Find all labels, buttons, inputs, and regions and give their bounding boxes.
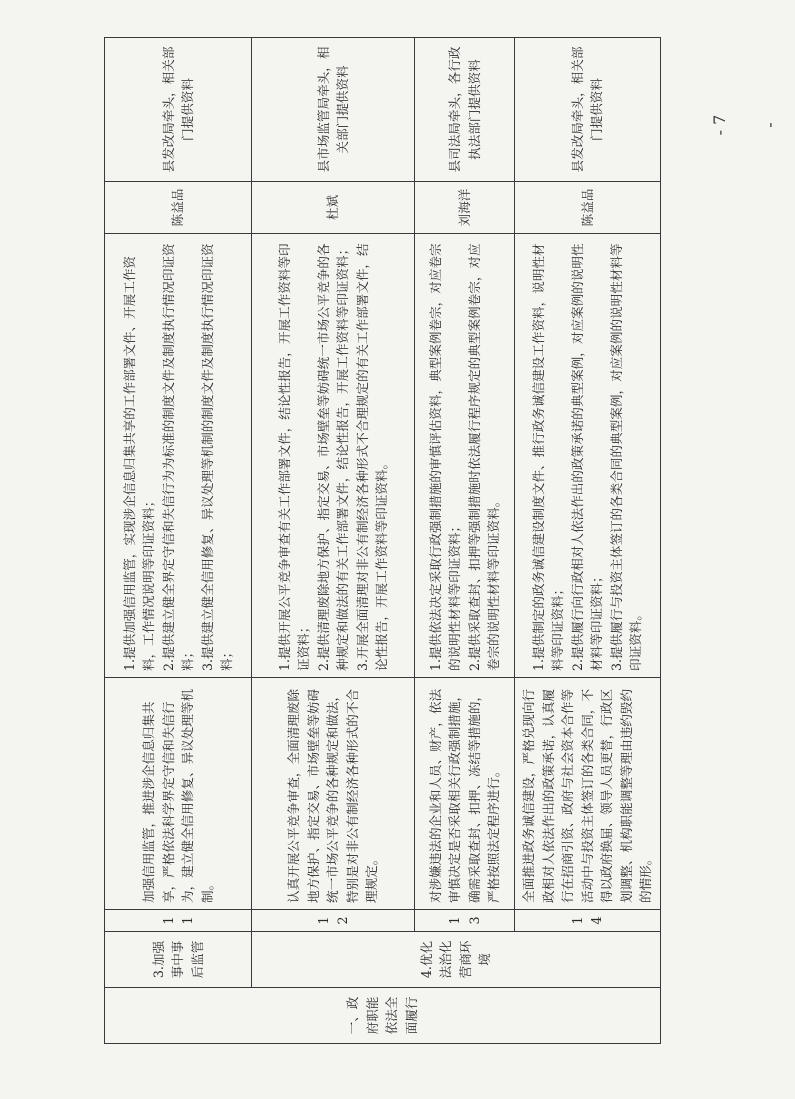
material-item: 2.提供采取查封、扣押等强制措施时依法履行程序规定的典型案例卷宗，对应卷宗的说明性材料等印证资料。 [466, 243, 501, 671]
material-item: 1.提供依法决定采取行政强制措施的审慎评估资料，典型案例卷宗，对应卷宗的说明性材料等印证资料； [427, 243, 462, 671]
subcategory-label: 4.优化法治化营商环境 [252, 932, 661, 988]
section-label: 一、政府职能依法全面履行 [105, 988, 661, 1044]
task-text: 加强信用监管，推进涉企信息归集共享，严格依法科学界定守信和失信行为，建立健全信用修复、异议处理等机制。 [105, 678, 252, 910]
material-item: 3.开展全面清理对非公有制经济各种形式不合理规定的有关工作部署文件，结论性报告，开展工作资料等印证资料。 [354, 243, 389, 671]
table-row [105, 38, 252, 1044]
task-text: 全面推进政务诚信建设，严格兑现向行政相对人依法作出的政策承诺，认真履行在招商引资、政府与社会资本合作等活动中与投资主体签订的各类合同，不得以政府换届、领导人员更替，行政区划调整、机构职能调整等理由违约毁约的情形。 [515, 678, 661, 910]
task-text: 对涉嫌违法的企业和人员、财产，依法审慎决定是否采取相关行政强制措施，确需采取查封、扣押、冻结等措施的，严格按照法定程序进行。 [415, 678, 515, 910]
row-number: 13 [415, 910, 515, 932]
material-item: 1.提供加强信用监管，实现涉企信息归集共享的工作部署文件、开展工作资料，工作情况说明等印证资料； [121, 255, 156, 671]
responsible-dept: 县发改局牵头，相关部门提供资料 [515, 38, 661, 182]
materials-cell [415, 234, 515, 678]
responsible-dept: 县发改局牵头，相关部门提供资料 [105, 38, 252, 182]
row-number: 12 [252, 910, 415, 932]
supervision-table [104, 37, 661, 1044]
table-row [415, 38, 515, 1044]
responsible-leader: 陈益品 [515, 182, 661, 234]
table-row [252, 38, 415, 1044]
material-item: 2.提供清理废除地方保护、指定交易、市场壁垒等妨碍统一市场公平竞争的各种规定和做法的有关工作部署文件，结论性报告，开展工作资料等印证资料； [315, 242, 350, 671]
materials-cell [105, 234, 252, 678]
responsible-dept: 县司法局牵头，各行政执法部门提供资料 [415, 38, 515, 182]
material-item: 2.提供履行向行政相对人依法作出的政策承诺的典型案例，对应案例的说明性材料等印证资料； [569, 243, 605, 671]
responsible-dept: 县市场监管局牵头，相关部门提供资料 [252, 38, 415, 182]
row-number: 11 [105, 910, 252, 932]
materials-cell [252, 234, 415, 678]
row-number: 14 [515, 910, 661, 932]
table-row [515, 38, 661, 1044]
responsible-leader: 刘海洋 [415, 182, 515, 234]
material-item: 3.提供履行与投资主体签订的各类合同的典型案例，对应案例的说明性材料等印证资料。 [608, 243, 644, 671]
material-item: 1.提供开展公平竞争审查有关工作部署文件，结论性报告，开展工作资料等印证资料； [276, 243, 311, 671]
material-item: 1.提供制定的政务诚信建设制度文件、推行政务诚信建设工作资料，说明性材料等印证资料； [530, 243, 566, 671]
page-number: - 7 - [710, 114, 779, 136]
responsible-leader: 杜斌 [252, 182, 415, 234]
materials-cell [515, 234, 661, 678]
material-item: 3.提供建立健全信用修复、异议处理等机制的制度文件及制度执行情况印证资料； [199, 243, 234, 671]
subcategory-label: 3.加强事中事后监管 [105, 932, 252, 988]
task-text: 认真开展公平竞争审查，全面清理废除地方保护、指定交易、市场壁垒等妨碍统一市场公平竞争的各种规定和做法，特别是对非公有制经济各种形式的不合理规定。 [252, 678, 415, 910]
rotated-table-page [104, 38, 653, 1044]
material-item: 2.提供建立健全界定守信和失信行为为标准的制度文件及制度执行情况印证资料； [160, 243, 195, 671]
responsible-leader: 陈益品 [105, 182, 252, 234]
